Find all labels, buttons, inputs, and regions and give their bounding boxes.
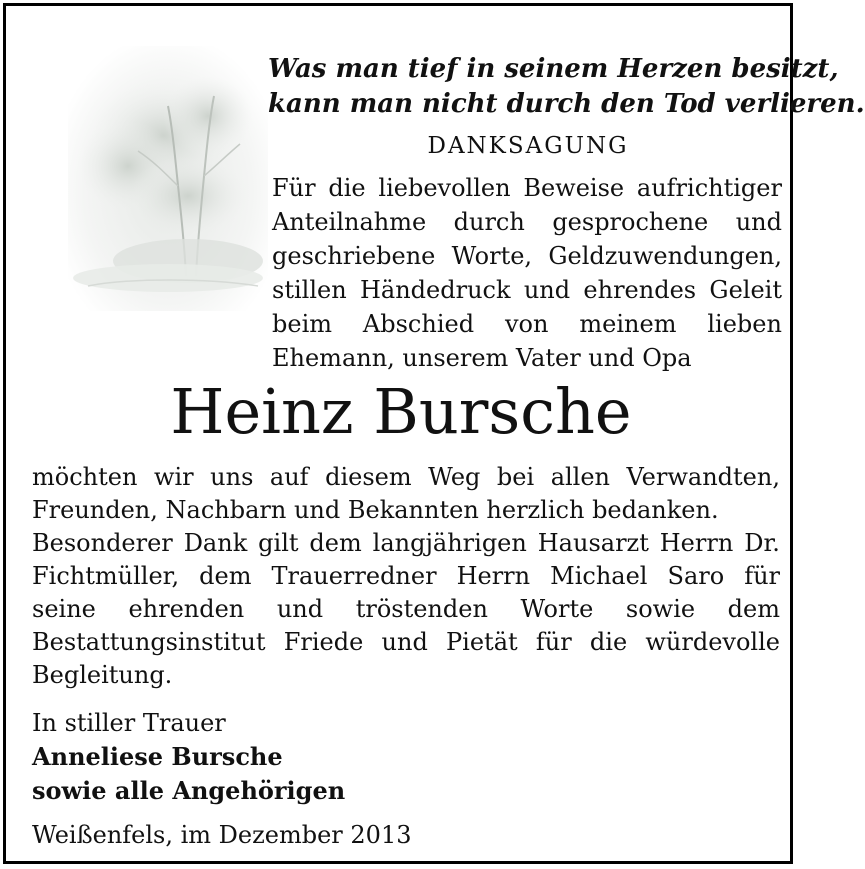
word: Besonderer xyxy=(32,529,173,557)
place-date: Weißenfels, im Dezember 2013 xyxy=(32,821,412,849)
intro-line xyxy=(272,239,782,273)
word: für xyxy=(535,628,572,656)
word: die xyxy=(328,174,366,202)
word: Händedruck xyxy=(359,276,511,304)
body-paragraph xyxy=(32,461,780,692)
body-line xyxy=(32,527,780,560)
word: Abschied xyxy=(362,310,475,338)
body-line: Begleitung. xyxy=(32,661,173,689)
heading-danksagung: DANKSAGUNG xyxy=(427,133,629,159)
word: Worte, xyxy=(451,242,533,270)
word: Verwandten, xyxy=(626,463,780,491)
word: und xyxy=(523,276,571,304)
intro-line xyxy=(272,205,782,239)
word: Michael xyxy=(550,562,648,590)
word: ehrendes xyxy=(583,276,697,304)
intro-line: Ehemann, unserem Vater und Opa xyxy=(272,344,692,372)
word: uns xyxy=(210,463,254,491)
word: ehrenden xyxy=(128,595,245,623)
word: und xyxy=(735,208,782,236)
word: wir xyxy=(153,463,194,491)
word: Anteilnahme xyxy=(272,208,427,236)
word: Beweise xyxy=(523,174,625,202)
word: die xyxy=(589,628,628,656)
word: möchten xyxy=(32,463,138,491)
word: Worte xyxy=(520,595,594,623)
signoff-block xyxy=(32,706,732,808)
motto-line-2: kann man nicht durch den Tod verlieren. xyxy=(268,89,865,119)
word: durch xyxy=(453,208,525,236)
body-line xyxy=(32,461,780,494)
word: dem xyxy=(309,529,362,557)
word: Pietät xyxy=(446,628,518,656)
word: gilt xyxy=(258,529,299,557)
word: Herrn xyxy=(456,562,531,590)
word: stillen xyxy=(272,276,347,304)
signoff-phrase: In stiller Trauer xyxy=(32,709,226,737)
word: Fichtmüller, xyxy=(32,562,180,590)
word: Dr. xyxy=(744,529,780,557)
motto-line-1: Was man tief in seinem Herzen besitzt, xyxy=(268,54,839,84)
word: würdevolle xyxy=(645,628,780,656)
word: dem xyxy=(727,595,780,623)
intro-line xyxy=(272,171,782,205)
word: diesem xyxy=(325,463,412,491)
word: Für xyxy=(272,174,316,202)
word: tröstenden xyxy=(355,595,488,623)
word: Herrn xyxy=(659,529,734,557)
word: meinem xyxy=(579,310,677,338)
word: dem xyxy=(199,562,252,590)
word: und xyxy=(381,628,428,656)
word: gesprochene xyxy=(552,208,709,236)
word: beim xyxy=(272,310,332,338)
word: Bestattungsinstitut xyxy=(32,628,266,656)
word: Dank xyxy=(183,529,248,557)
word: Saro xyxy=(667,562,725,590)
obituary-notice xyxy=(3,3,865,864)
signoff-relatives: sowie alle Angehörigen xyxy=(32,776,346,805)
intro-paragraph xyxy=(272,171,782,375)
word: aufrichtiger xyxy=(636,174,782,202)
word: Geleit xyxy=(709,276,782,304)
word: Hausarzt xyxy=(537,529,649,557)
word: sowie xyxy=(625,595,696,623)
word: Weg xyxy=(428,463,481,491)
motto-quote xyxy=(268,52,865,122)
word: bei xyxy=(496,463,535,491)
word: langjährigen xyxy=(372,529,527,557)
intro-line xyxy=(272,273,782,307)
body-line xyxy=(32,626,780,659)
body-line xyxy=(32,560,780,593)
word: lieben xyxy=(707,310,782,338)
word: von xyxy=(505,310,549,338)
word: und xyxy=(276,595,324,623)
word: geschriebene xyxy=(272,242,436,270)
body-line: Freunden, Nachbarn und Bekannten herzlich bedanken. xyxy=(32,496,719,524)
signoff-mourner: Anneliese Bursche xyxy=(32,742,283,771)
body-line xyxy=(32,593,780,626)
word: allen xyxy=(550,463,611,491)
word: Friede xyxy=(283,628,364,656)
word: für xyxy=(744,562,780,590)
deceased-name: Heinz Bursche xyxy=(170,375,632,448)
word: seine xyxy=(32,595,96,623)
word: liebevollen xyxy=(378,174,511,202)
word: Geldzuwendungen, xyxy=(548,242,782,270)
intro-line xyxy=(272,307,782,341)
landscape-trees-icon xyxy=(68,46,268,311)
word: Trauerredner xyxy=(271,562,437,590)
word: auf xyxy=(269,463,309,491)
